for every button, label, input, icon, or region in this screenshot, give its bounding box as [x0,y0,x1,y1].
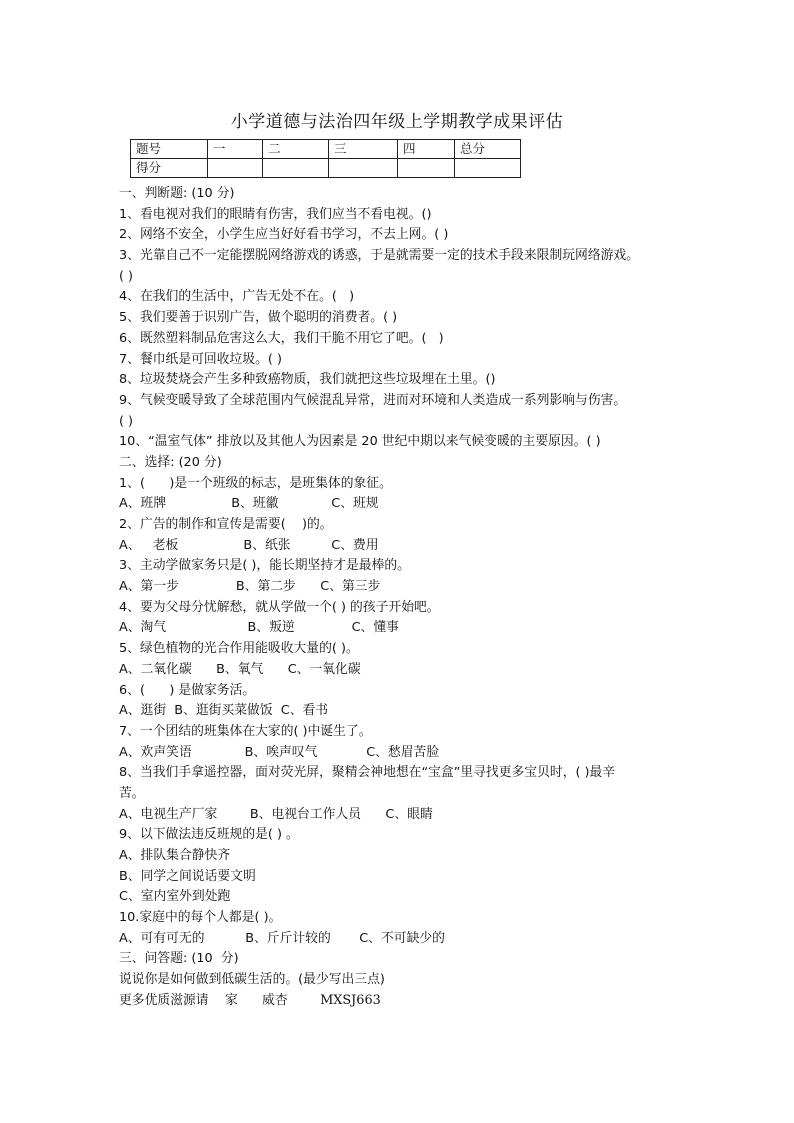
score-header-cell: 二 [263,140,329,159]
score-table-score-row [131,159,521,178]
option-line: A、班牌 B、班徽 C、班规 [119,496,379,512]
exam-content [119,184,699,1012]
score-table-header-row [131,140,521,159]
option-line: A、第一步 B、第二步 C、第三步 [119,579,381,595]
question-line: 4、要为父母分忧解愁，就从学做一个( ) 的孩子开始吧。 [119,599,440,615]
question-line: 7、一个团结的班集体在大家的( )中诞生了。 [119,723,372,739]
question-line: 8、垃圾焚烧会产生多种致癌物质，我们就把这些垃圾埋在土里。() [119,372,496,388]
score-table [130,139,521,178]
option-line: A、淘气 B、叛逆 C、懂事 [119,620,399,636]
question-line: 3、主动学做家务只是( )，能长期坚持才是最棒的。 [119,558,410,574]
score-header-cell: 总分 [455,140,521,159]
option-line: A、逛街 B、逛街买菜做饭 C、看书 [119,703,329,719]
question-line: 10.家庭中的每个人都是( )。 [119,910,282,926]
score-entry-cell [398,159,455,178]
question-line: 6、既然塑料制品危害这么大，我们干脆不用它了吧。( ) [119,330,444,346]
page-title: 小学道德与法治四年级上学期教学成果评估 [230,112,564,132]
section-heading-judgement: 一、判断题: (10 分) [119,186,235,201]
score-header-cell: 三 [329,140,398,159]
question-line: 6、( ) 是做家务活。 [119,682,256,698]
question-line: 8、当我们手拿遥控器，面对荧光屏，聚精会神地想在“宝盒”里寻找更多宝贝时，( )最辛 [119,765,616,781]
question-line: 5、绿色植物的光合作用能吸收大量的( )。 [119,641,359,657]
option-line: A、二氧化碳 B、氧气 C、一氧化碳 [119,661,361,677]
question-line: 1、( )是一个班级的标志，是班集体的象征。 [119,475,392,491]
option-line: A、排队集合静快齐 [119,848,231,863]
option-line: A、电视生产厂家 B、电视台工作人员 C、眼睛 [119,806,433,822]
question-line: 7、餐巾纸是可回收垃圾。( ) [119,351,282,367]
question-line: 9、以下做法违反班规的是( ) 。 [119,827,299,843]
score-entry-cell [329,159,398,178]
question-line: 说说你是如何做到低碳生活的。(最少写出三点) [119,972,385,988]
score-entry-cell [263,159,329,178]
section-heading-qa: 三、问答题: (10 分) [119,951,239,967]
question-line: ( ) [119,413,134,429]
score-row-label: 得分 [131,159,208,178]
option-line: A、欢声笑语 B、唉声叹气 C、愁眉苦脸 [119,744,440,760]
question-line: 2、广告的制作和宣传是需要( )的。 [119,517,333,532]
score-entry-cell [455,159,521,178]
question-line: 9、气候变暖导致了全球范围内气候混乱异常，进而对环境和人类造成一系列影响与伤害。 [119,392,627,408]
question-line: 1、看电视对我们的眼睛有伤害，我们应当不看电视。() [119,206,432,222]
question-line: 2、网络不安全，小学生应当好好看书学习，不去上网。( ) [119,227,449,243]
score-entry-cell [208,159,263,178]
question-line: 苦。 [119,785,145,801]
question-line: 5、我们要善于识别广告，做个聪明的消费者。( ) [119,310,398,326]
question-line: 10、“温室气体” 排放以及其他人为因素是 20 世纪中期以来气候变暖的主要原因。( ) [119,434,601,450]
question-line: 3、光靠自己不一定能摆脱网络游戏的诱惑，于是就需要一定的技术手段来限制玩网络游戏。 [119,248,640,264]
score-header-cell: 题号 [131,140,208,159]
section-heading-choice: 二、选择: (20 分) [119,454,222,470]
question-line: 4、在我们的生活中，广告无处不在。( ) [119,289,355,305]
option-line: C、室内室外到处跑 [119,889,231,905]
option-line: B、同学之间说话要文明 [119,868,256,884]
footer-note: 更多优质滋源请 家 威杏 MXSJ663 [119,992,381,1008]
option-line: A、可有可无的 B、斤斤计较的 C、不可缺少的 [119,930,445,946]
score-header-cell: 四 [398,140,455,159]
option-line: A、 老板 B、纸张 C、费用 [119,537,379,553]
question-line: ( ) [119,268,134,284]
score-header-cell: 一 [208,140,263,159]
